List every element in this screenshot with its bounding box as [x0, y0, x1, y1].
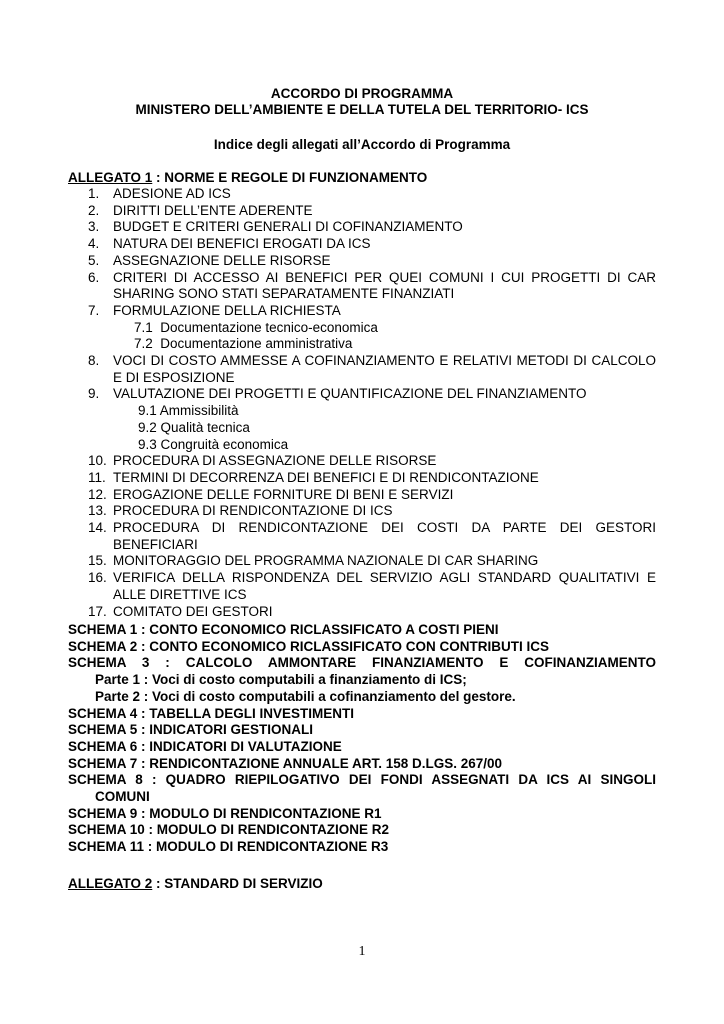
item-number: 8.: [88, 353, 100, 369]
item-number: 1.: [88, 186, 100, 201]
subitem-text: Ammissibilità: [159, 403, 239, 419]
schema-line-continuation: COMUNI: [95, 789, 150, 805]
page-number: 1: [358, 944, 366, 959]
list-item: [68, 353, 656, 386]
item-number: 9.: [88, 386, 100, 402]
item-text: DIRITTI DELL’ENTE ADERENTE: [113, 202, 313, 218]
list-item: [68, 253, 656, 270]
schema-line: SCHEMA 10 : MODULO DI RENDICONTAZIONE R2: [68, 822, 390, 838]
schema-part-line: Parte 1 : Voci di costo computabili a finanziamento di ICS;: [95, 672, 467, 688]
document-title: ACCORDO DI PROGRAMMA: [270, 86, 454, 101]
item-text: BUDGET E CRITERI GENERALI DI COFINANZIAMENTO: [113, 219, 463, 235]
list-item: [68, 453, 656, 470]
schema-line: SCHEMA 8 : QUADRO RIEPILOGATIVO DEI FONDI ASSEGNATI DA ICS AI SINGOLI: [68, 772, 656, 788]
allegato-2-title: : STANDARD DI SERVIZIO: [152, 876, 323, 891]
item-text: NATURA DEI BENEFICI EROGATI DA ICS: [113, 236, 371, 252]
schema-part-line: Parte 2 : Voci di costo computabili a cofinanziamento del gestore.: [95, 688, 516, 704]
document-subtitle-ministry: MINISTERO DELL’AMBIENTE E DELLA TUTELA DEL TERRITORIO- ICS: [135, 102, 589, 117]
item-number: 16.: [88, 570, 107, 586]
index-heading: Indice degli allegati all’Accordo di Programma: [213, 137, 511, 152]
item-number: 15.: [88, 553, 107, 569]
item-text: MONITORAGGIO DEL PROGRAMMA NAZIONALE DI CAR SHARING: [113, 553, 539, 569]
item-number: 12.: [88, 486, 107, 502]
item-text: VALUTAZIONE DEI PROGETTI E QUANTIFICAZIONE DEL FINANZIAMENTO: [113, 386, 587, 402]
item-number: 5.: [88, 252, 100, 268]
item-text: EROGAZIONE DELLE FORNITURE DI BENI E SERVIZI: [113, 486, 454, 502]
subitem-number: 9.1: [138, 403, 157, 419]
list-item: [68, 303, 656, 320]
item-number: 13.: [88, 503, 107, 519]
allegato-2-heading: [68, 876, 323, 893]
subitem-text: Documentazione amministrativa: [160, 336, 353, 352]
list-item: [68, 570, 656, 603]
list-subitem: [68, 437, 656, 454]
list-subitem: [68, 336, 656, 353]
item-number: 4.: [88, 236, 100, 252]
item-text: VERIFICA DELLA RISPONDENZA DEL SERVIZIO AGLI STANDARD QUALITATIVI E ALLE DIRETTIVE ICS: [113, 570, 656, 602]
subitem-text: Documentazione tecnico-economica: [160, 319, 378, 335]
schema-line: SCHEMA 1 : CONTO ECONOMICO RICLASSIFICATO A COSTI PIENI: [68, 622, 499, 637]
item-text: PROCEDURA DI RENDICONTAZIONE DEI COSTI DA PARTE DEI GESTORI BENEFICIARI: [113, 520, 656, 552]
list-item: [68, 270, 656, 303]
item-number: 11.: [88, 469, 106, 485]
schema-line: SCHEMA 9 : MODULO DI RENDICONTAZIONE R1: [68, 805, 382, 821]
list-item: [68, 553, 656, 570]
subitem-text: Qualità tecnica: [160, 419, 250, 435]
schema-line: SCHEMA 6 : INDICATORI DI VALUTAZIONE: [68, 738, 342, 754]
schema-list: [68, 622, 656, 856]
item-text: ASSEGNAZIONE DELLE RISORSE: [113, 252, 331, 268]
schema-line: SCHEMA 5 : INDICATORI GESTIONALI: [68, 722, 314, 738]
schema-line: SCHEMA 11 : MODULO DI RENDICONTAZIONE R3: [68, 839, 389, 855]
item-number: 17.: [88, 603, 107, 619]
item-number: 14.: [88, 520, 107, 536]
item-text: TERMINI DI DECORRENZA DEI BENEFICI E DI RENDICONTAZIONE: [113, 469, 539, 485]
item-text: FORMULAZIONE DELLA RICHIESTA: [113, 302, 341, 318]
item-number: 7.: [88, 302, 100, 318]
list-item: [68, 186, 656, 203]
subitem-number: 7.1: [134, 319, 153, 335]
item-text: CRITERI DI ACCESSO AI BENEFICI PER QUEI COMUNI I CUI PROGETTI DI CAR SHARING SONO STATI SEPARATAMENTE FINANZIATI: [113, 269, 656, 302]
list-item: [68, 503, 656, 520]
list-subitem: [68, 320, 656, 337]
allegato-2-label: ALLEGATO 2: [68, 876, 153, 891]
list-item: [68, 604, 656, 621]
subitem-number: 9.2: [138, 419, 157, 435]
subitem-number: 7.2: [134, 336, 153, 352]
subitem-number: 9.3: [138, 436, 157, 452]
subitem-text: Congruità economica: [160, 436, 289, 452]
item-number: 6.: [88, 269, 100, 285]
list-item: [68, 487, 656, 504]
allegato-1-title: : NORME E REGOLE DI FUNZIONAMENTO: [152, 170, 428, 185]
list-item: [68, 520, 656, 553]
item-text: PROCEDURA DI RENDICONTAZIONE DI ICS: [113, 503, 393, 519]
list-item: [68, 219, 656, 236]
allegato-1-heading: [68, 170, 427, 187]
schema-line: SCHEMA 2 : CONTO ECONOMICO RICLASSIFICATO CON CONTRIBUTI ICS: [68, 638, 550, 654]
item-text: VOCI DI COSTO AMMESSE A COFINANZIAMENTO E RELATIVI METODI DI CALCOLO E DI ESPOSIZIONE: [113, 353, 656, 385]
list-subitem: [68, 420, 656, 437]
allegato-1-list: [68, 186, 656, 620]
item-text: ADESIONE AD ICS: [113, 186, 231, 201]
list-item: [68, 470, 656, 487]
list-item: [68, 203, 656, 220]
item-text: COMITATO DEI GESTORI: [113, 603, 273, 619]
list-item: [68, 236, 656, 253]
allegato-1-label: ALLEGATO 1: [68, 170, 153, 185]
schema-line: SCHEMA 3 : CALCOLO AMMONTARE FINANZIAMENTO E COFINANZIAMENTO: [68, 655, 656, 671]
list-subitem: [68, 403, 656, 420]
schema-line: SCHEMA 4 : TABELLA DEGLI INVESTIMENTI: [68, 705, 355, 721]
item-number: 10.: [88, 453, 107, 469]
schema-line: SCHEMA 7 : RENDICONTAZIONE ANNUALE ART. 158 D.LGS. 267/00: [68, 755, 503, 771]
item-text: PROCEDURA DI ASSEGNAZIONE DELLE RISORSE: [113, 453, 437, 469]
list-item: [68, 386, 656, 403]
item-number: 3.: [88, 219, 100, 235]
item-number: 2.: [88, 202, 100, 218]
